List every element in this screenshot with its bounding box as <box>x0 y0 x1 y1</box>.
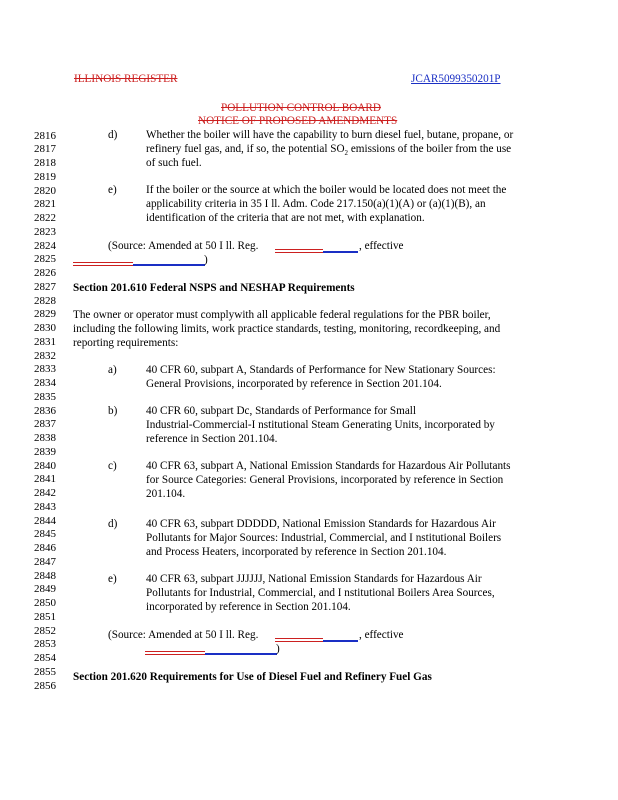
line-number: 2853 <box>34 638 56 651</box>
list-item-label: b) <box>108 405 118 417</box>
item-e-line1: If the boiler or the source at which the boiler would be located does not meet the <box>146 184 507 196</box>
list-item-line: General Provisions, incorporated by reference in Section 201.104. <box>146 378 442 390</box>
close-paren-2: ) <box>276 643 280 655</box>
line-number: 2846 <box>34 542 56 554</box>
list-item-line: 201.104. <box>146 488 186 500</box>
item-d-line1: Whether the boiler will have the capability to burn diesel fuel, butane, propane, or <box>146 129 514 141</box>
list-item-line: 40 CFR 63, subpart A, National Emission Standards for Hazardous Air Pollutants <box>146 460 511 472</box>
line-number: 2833 <box>34 363 56 376</box>
blank-2 <box>323 640 358 642</box>
line-number: 2850 <box>34 597 56 609</box>
line-number: 2827 <box>34 280 56 293</box>
line-number: 2836 <box>34 404 56 417</box>
list-item-line: incorporated by reference in Section 201.104. <box>146 601 351 613</box>
line-number: 2818 <box>34 157 56 169</box>
list-item-line: Pollutants for Industrial, Commercial, and I nstitutional Boilers Area Sources, <box>146 587 495 599</box>
line-number: 2822 <box>34 212 56 224</box>
line-number: 2820 <box>34 184 56 197</box>
line-number: 2831 <box>34 335 56 348</box>
item-d-line3: of such fuel. <box>146 157 202 169</box>
item-e-line3: identification of the criteria that are not met, with explanation. <box>146 212 425 224</box>
section-620-heading: Section 201.620 Requirements for Use of Diesel Fuel and Refinery Fuel Gas <box>73 671 432 683</box>
line-number: 2839 <box>34 445 56 458</box>
effective-1: , effective <box>359 240 404 252</box>
list-item-line: reference in Section 201.104. <box>146 433 278 445</box>
line-number: 2816 <box>34 129 56 142</box>
line-number: 2844 <box>34 514 56 527</box>
line-number: 2828 <box>34 294 56 307</box>
line-number: 2852 <box>34 624 56 637</box>
close-paren-1: ) <box>204 254 208 266</box>
line-number: 2824 <box>34 239 56 252</box>
list-item-line: and Process Heaters, incorporated by reference in Section 201.104. <box>146 546 447 558</box>
line-number: 2829 <box>34 308 56 321</box>
section-610-p1: The owner or operator must complywith all applicable federal regulations for the PBR boiler, <box>73 309 491 321</box>
source-note-1: (Source: Amended at 50 I ll. Reg. <box>108 240 259 252</box>
effective-2: , effective <box>359 629 404 641</box>
line-number: 2851 <box>34 610 56 623</box>
list-item-line: Industrial-Commercial-I nstitutional Steam Generating Units, incorporated by <box>146 419 495 431</box>
line-number: 2819 <box>34 170 56 183</box>
agency-title: POLLUTION CONTROL BOARD <box>221 102 381 114</box>
list-item-line: 40 CFR 60, subpart A, Standards of Performance for New Stationary Sources: <box>146 364 496 376</box>
redline-2a <box>275 638 323 639</box>
redline-1b <box>275 252 323 253</box>
item-e-line2: applicability criteria in 35 I ll. Adm. Code 217.150(a)(1)(A) or (a)(1)(B), an <box>146 198 486 210</box>
item-d-label: d) <box>108 129 118 141</box>
item-e-label: e) <box>108 184 117 196</box>
line-number: 2823 <box>34 225 56 238</box>
redline-1d <box>73 265 133 266</box>
line-number: 2849 <box>34 583 56 596</box>
line-number: 2845 <box>34 528 56 541</box>
list-item-label: d) <box>108 518 118 530</box>
blank-1b <box>133 264 205 266</box>
line-number: 2840 <box>34 459 56 472</box>
line-number: 2838 <box>34 432 56 444</box>
line-number: 2832 <box>34 349 56 362</box>
notice-title: NOTICE OF PROPOSED AMENDMENTS <box>198 115 398 127</box>
list-item-line: for Source Categories: General Provisions, incorporated by reference in Section <box>146 474 504 486</box>
blank-1 <box>323 251 358 253</box>
register-title: ILLINOIS REGISTER <box>74 73 178 85</box>
line-number: 2854 <box>34 652 56 664</box>
line-number: 2826 <box>34 267 56 279</box>
list-item-label: a) <box>108 364 117 376</box>
line-number: 2835 <box>34 390 56 403</box>
line-number: 2837 <box>34 418 56 431</box>
line-number: 2855 <box>34 665 56 678</box>
line-number: 2817 <box>34 143 56 156</box>
item-d-line2: refinery fuel gas, and, if so, the potential $SO_2$ emissions of the boiler from the use <box>146 143 512 158</box>
list-item-label: e) <box>108 573 117 585</box>
line-number: 2847 <box>34 555 56 568</box>
blank-2b <box>205 653 277 655</box>
line-number: 2843 <box>34 500 56 513</box>
list-item-line: 40 CFR 60, subpart Dc, Standards of Performance for Small <box>146 405 417 417</box>
redline-2d <box>145 654 205 655</box>
section-610-p2: including the following limits, work practice standards, testing, monitoring, recordkeeping, and <box>73 323 501 335</box>
redline-1c <box>73 262 133 263</box>
line-number: 2834 <box>34 377 56 389</box>
line-number: 2848 <box>34 569 56 582</box>
line-number: 2842 <box>34 487 56 499</box>
line-number: 2821 <box>34 198 56 211</box>
redline-2b <box>275 641 323 642</box>
redline-2c <box>145 651 205 652</box>
list-item-line: Pollutants for Major Sources: Industrial, Commercial, and I nstitutional Boilers <box>146 532 502 544</box>
line-number: 2825 <box>34 253 56 266</box>
list-item-line: 40 CFR 63, subpart JJJJJJ, National Emission Standards for Hazardous Air <box>146 573 482 585</box>
jcar-code: JCAR5099350201P <box>411 73 501 85</box>
line-number: 2830 <box>34 322 56 334</box>
list-item-line: 40 CFR 63, subpart DDDDD, National Emission Standards for Hazardous Air <box>146 518 496 530</box>
source-note-2: (Source: Amended at 50 I ll. Reg. <box>108 629 259 641</box>
list-item-label: c) <box>108 460 117 472</box>
line-number: 2856 <box>34 679 56 692</box>
redline-1a <box>275 249 323 250</box>
section-610-heading: Section 201.610 Federal NSPS and NESHAP Requirements <box>73 282 355 294</box>
line-number: 2841 <box>34 473 56 486</box>
section-610-p3: reporting requirements: <box>73 337 179 349</box>
